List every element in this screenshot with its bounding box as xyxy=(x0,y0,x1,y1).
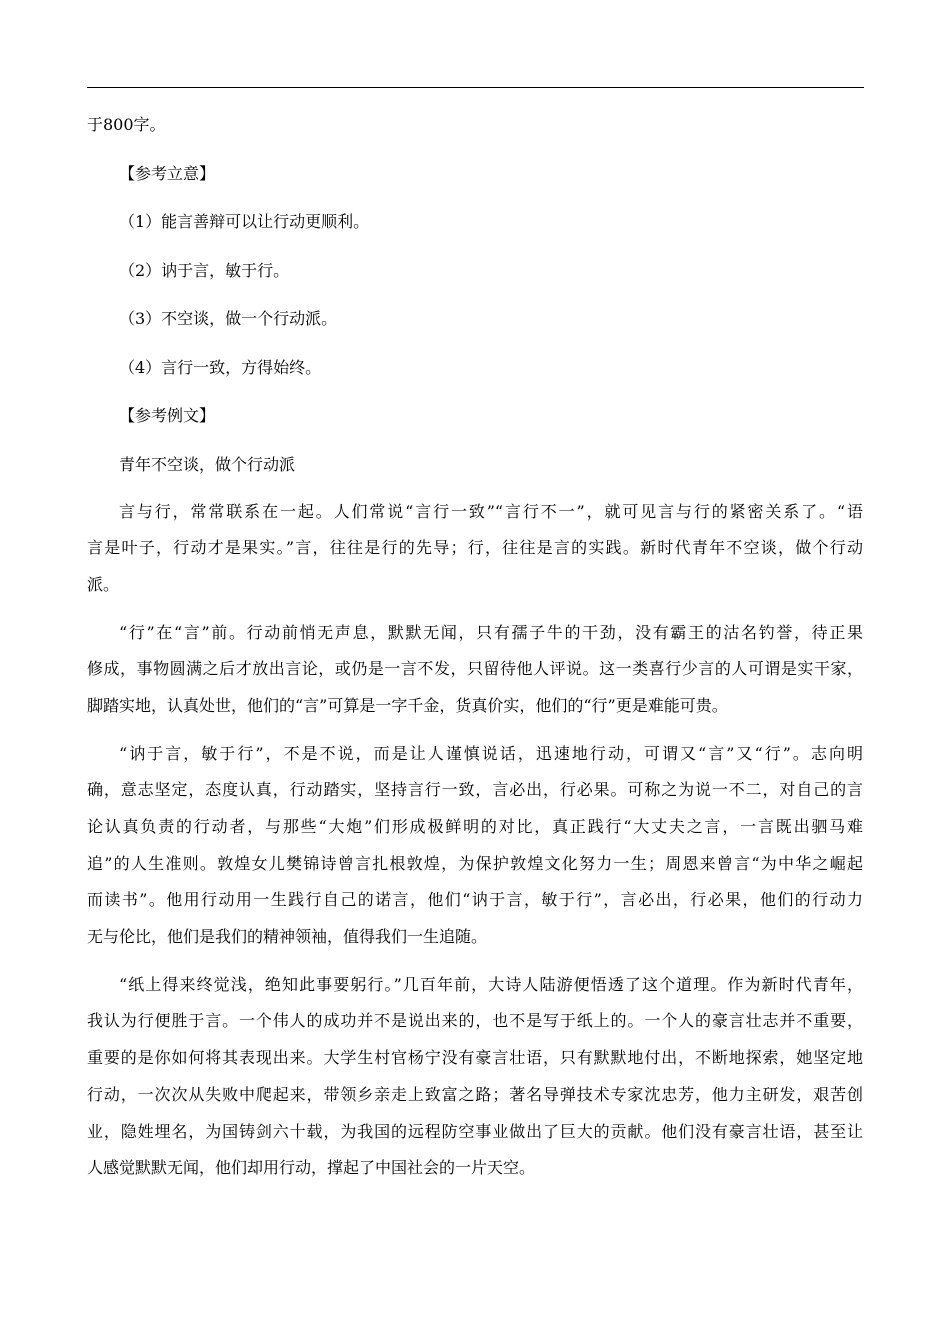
paragraph-line: 派。 xyxy=(87,574,120,594)
paragraph-line: 修成，事物圆满之后才放出言论，或仍是一言不发，只留待他人评说。这一类喜行少言的人可谓是实干家， xyxy=(87,659,863,679)
paragraph-line: 行动，一次次从失败中爬起来，带领乡亲走上致富之路；著名导弹技术专家沈忠芳，他力主研发，艰苦创 xyxy=(87,1084,863,1104)
reference-ideas-heading: 【参考立意】 xyxy=(119,163,216,183)
reference-point: （2）讷于言，敏于行。 xyxy=(119,260,290,280)
sample-essay-heading: 【参考例文】 xyxy=(119,406,216,425)
reference-point: （3）不空谈，做一个行动派。 xyxy=(119,309,338,328)
essay-paragraph xyxy=(87,500,863,610)
paragraph-line: 言是叶子，行动才是果实。”言，往往是行的先导；行，往往是言的实践。新时代青年不空谈，做个行动 xyxy=(87,538,863,558)
paragraph-line: 业，隐姓埋名，为国铸剑六十载，为我国的远程防空事业做出了巨大的贡献。他们没有豪言壮语，甚至让 xyxy=(87,1121,863,1141)
reference-point: （1）能言善辩可以让行动更顺利。 xyxy=(119,212,370,231)
paragraph-line: 人感觉默默无闻，他们却用行动，撑起了中国社会的一片天空。 xyxy=(87,1158,536,1178)
paragraph-line: 脚踏实地，认真处世，他们的“言”可算是一字千金，货真价实，他们的“行”更是难能可贵。 xyxy=(87,695,728,715)
paragraph-line: 确，意志坚定，态度认真，行动踏实，坚持言行一致，言必出，行必果。可称之为说一不二，对自己的言 xyxy=(87,780,863,800)
essay-paragraph xyxy=(87,621,863,731)
paragraph-line: “讷于言，敏于行”，不是不说，而是让人谨慎说话，迅速地行动，可谓又“言”又“行”。志向明 xyxy=(119,743,863,763)
paragraph-line: 重要的是你如何将其表现出来。大学生村官杨宁没有豪言壮语，只有默默地付出，不断地探索，她坚定地 xyxy=(87,1048,863,1068)
paragraph-line: “纸上得来终觉浅，绝知此事要躬行。”几百年前，大诗人陆游便悟透了这个道理。作为新时代青年， xyxy=(119,974,863,994)
paragraph-line: 无与伦比，他们是我们的精神领袖，值得我们一生追随。 xyxy=(87,927,488,947)
paragraph-line: 追”的人生准则。敦煌女儿樊锦诗曾言扎根敦煌，为保护敦煌文化努力一生；周恩来曾言“为中华之崛起 xyxy=(87,853,863,873)
essay-paragraph xyxy=(87,973,863,1193)
paragraph-line: 论认真负责的行动者，与那些“大炮”们形成极鲜明的对比，真正践行“大丈夫之言，一言既出驷马难 xyxy=(87,817,863,836)
essay-title: 青年不空谈，做个行动派 xyxy=(119,454,296,474)
paragraph-line: 而读书”。他用行动用一生践行自己的诺言，他们“讷于言，敏于行”，言必出，行必果，他们的行动力 xyxy=(87,890,863,910)
paragraph-line: “行”在“言”前。行动前悄无声息，默默无闻，只有孺子牛的干劲，没有霸王的沽名钓誉，待正果 xyxy=(119,622,863,642)
intro-tail: 于800字。 xyxy=(87,115,166,134)
reference-point: （4）言行一致，方得始终。 xyxy=(119,357,322,377)
header-rule xyxy=(87,87,864,88)
paragraph-line: 我认为行便胜于言。一个伟人的成功并不是说出来的，也不是写于纸上的。一个人的豪言壮志并不重要， xyxy=(87,1011,863,1031)
paragraph-line: 言与行，常常联系在一起。人们常说“言行一致”“言行不一”，就可见言与行的紧密关系了。“语 xyxy=(119,501,863,521)
essay-paragraph xyxy=(87,742,863,962)
document-page xyxy=(87,113,863,1203)
